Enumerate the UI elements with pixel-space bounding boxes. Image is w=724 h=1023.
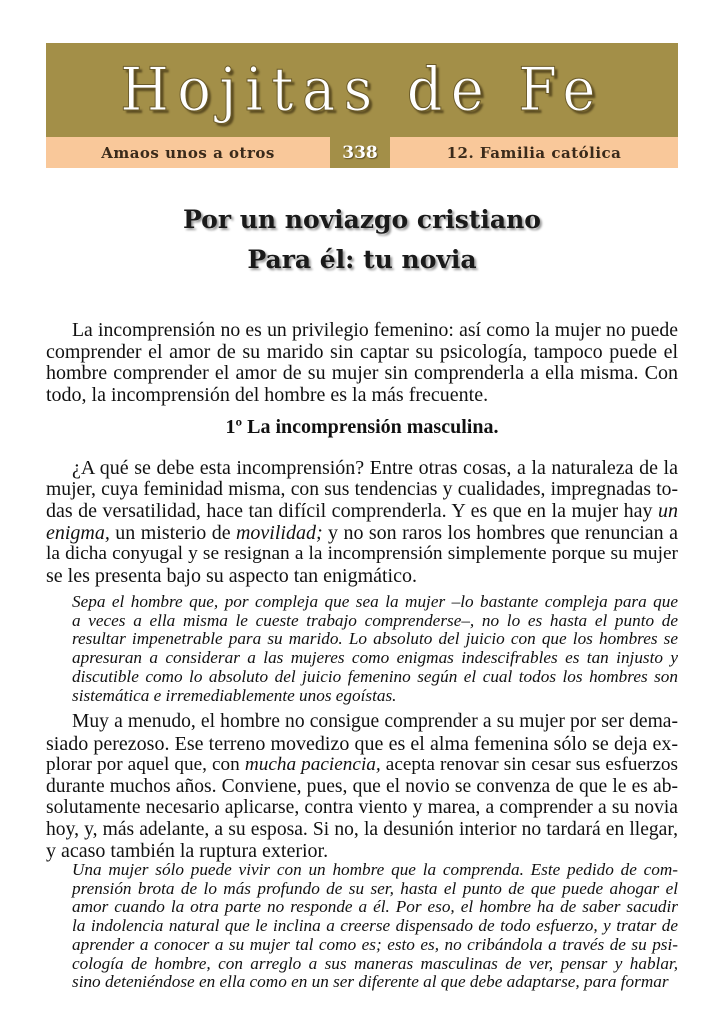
text-run: todo, la incomprensión del hombre es la más frecuente. bbox=[46, 383, 489, 406]
text-line bbox=[46, 522, 678, 544]
text-line bbox=[46, 797, 678, 819]
text-run: das de versatilidad, hace tan difícil comprenderla. Y es que en la mujer hay bbox=[46, 500, 658, 522]
quote-line: a veces a ella misma le cueste trabajo comprenderse–, no lo es hasta el punto de bbox=[72, 610, 678, 630]
article-title: Por un noviazgo cristiano bbox=[183, 205, 541, 234]
text-run: la dicha conyugal y se resignan a la incomprensión simplemente porque su mujer bbox=[46, 543, 678, 564]
text-run: comprender el amor de su marido sin captar su psicología, tampoco puede el bbox=[46, 340, 678, 363]
text-run: y acaso también la ruptura exterior. bbox=[46, 840, 329, 862]
text-line bbox=[72, 457, 678, 479]
series-motto: Amaos unos a otros bbox=[101, 143, 275, 162]
quote-line: Una mujer sólo puede vivir con un hombre que la comprenda. Este pedido de com- bbox=[72, 860, 678, 879]
text-line bbox=[72, 711, 678, 733]
series-section: 12. Familia católica bbox=[446, 143, 622, 162]
text-run: un misterio de bbox=[109, 521, 236, 544]
quote-line: Sepa el hombre que, por compleja que sea la mujer –lo bastante compleja para que bbox=[72, 592, 678, 611]
article-subtitle: Para él: tu novia bbox=[247, 245, 477, 274]
quote-line: la indolencia natural que le inclina a creerse dispensado de todo esfuerzo, y tratar de bbox=[72, 916, 678, 936]
quote-line: cología de hombre, con arreglo a sus maneras masculinas de ver, pensar y hablar, bbox=[72, 953, 678, 973]
text-line bbox=[46, 776, 678, 798]
text-line bbox=[72, 319, 678, 341]
text-line bbox=[46, 543, 678, 565]
emphasis-text: movilidad; bbox=[235, 521, 323, 544]
quote-line: prensión brota de lo más profundo de su ser, hasta el punto de que puede ahogar el bbox=[72, 878, 678, 898]
text-line bbox=[46, 384, 678, 406]
masthead-title: Hojitas de Fe bbox=[120, 55, 604, 125]
masthead-subtitle-band bbox=[46, 137, 678, 168]
quote-line: sino deteniéndose en ella como en un ser diferente al que debe adaptarse, para formar bbox=[72, 972, 669, 992]
section-heading: 1º La incomprensión masculina. bbox=[225, 416, 499, 438]
quote-line: sistemática e irremediablemente unos egoístas. bbox=[72, 685, 397, 705]
text-run: durante muchos años. Conviene, pues, que el novio se convenza de que le es ab- bbox=[46, 775, 678, 797]
quote-line: resultar impenetrable para su marido. Lo absoluto del juicio con que los hombres se bbox=[72, 629, 678, 649]
text-line bbox=[46, 341, 678, 363]
emphasis-text: enigma, bbox=[46, 521, 110, 544]
text-run: ¿A qué se debe esta incomprensión? Entre otras cosas, a la naturaleza de la bbox=[72, 457, 678, 479]
text-run: hoy, y, más adelante, a su esposa. Si no, la desunión interior no tardará en llegar, bbox=[46, 818, 678, 840]
text-line bbox=[46, 754, 678, 776]
quote-line: amor cuando la otra parte no responde a él. Por eso, el hombre ha de saber sacudir bbox=[72, 897, 678, 917]
text-line bbox=[46, 362, 678, 384]
text-run: La incomprensión no es un privilegio femenino: así como la mujer no puede bbox=[72, 319, 678, 341]
text-run: y no son raros los hombres que renuncian a bbox=[322, 521, 678, 544]
emphasis-text: un bbox=[658, 500, 678, 522]
text-run: solutamente necesario aplicarse, contra viento y marea, a comprender a su novia bbox=[46, 797, 678, 818]
text-run: acepta renovar sin cesar sus esfuerzos bbox=[380, 754, 679, 775]
text-run: plorar por aquel que, con bbox=[46, 754, 245, 775]
quote-line: discutible como lo absoluto del juicio femenino según el cual todos los hombres son bbox=[72, 666, 678, 686]
text-run: hombre comprender el amor de su mujer sin comprenderla a ella misma. Con bbox=[46, 362, 678, 384]
masthead bbox=[46, 43, 678, 168]
quote-line: apresuran a considerar a las mujeres como enigmas indescifrables es tan injusto y bbox=[72, 648, 678, 668]
text-line bbox=[46, 565, 678, 587]
quote-line: aprender a conocer a su mujer tal como es; esto es, no cribándola a través de su psi- bbox=[72, 934, 678, 954]
text-line bbox=[46, 733, 678, 755]
text-run: mujer, cuya feminidad misma, con sus tendencias y cualidades, impregnadas to- bbox=[46, 478, 678, 500]
issue-number: 338 bbox=[330, 137, 390, 168]
text-line bbox=[46, 819, 678, 841]
text-line bbox=[46, 479, 678, 501]
text-run: Muy a menudo, el hombre no consigue comprender a su mujer por ser dema- bbox=[72, 711, 678, 732]
text-run: se les presenta bajo su aspecto tan enigmático. bbox=[46, 564, 417, 587]
emphasis-text: mucha paciencia, bbox=[244, 754, 381, 775]
text-line bbox=[46, 840, 678, 862]
text-line bbox=[46, 500, 678, 522]
text-run: siado perezoso. Ese terreno movedizo que es el alma femenina sólo se deja ex- bbox=[46, 732, 678, 755]
